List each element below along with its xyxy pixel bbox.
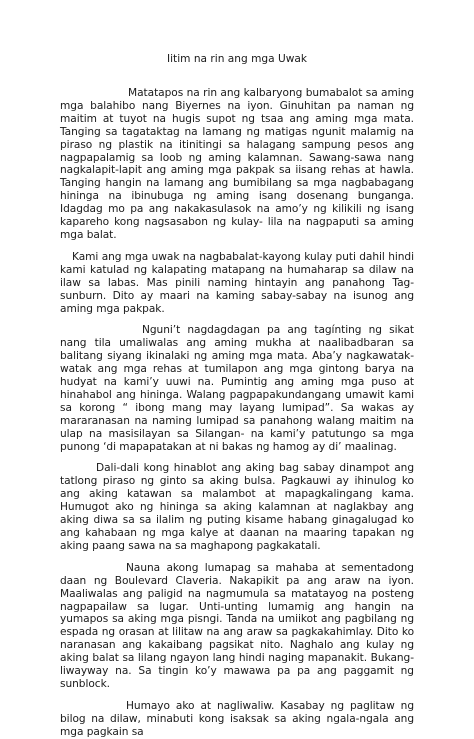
paragraph-4: Dali-dali kong hinablot ang aking bag sabay dinampot ang tatlong piraso ng ginto sa aking bulsa. Pagkauwi ay ihinulog ko ang aking katawan sa malambot at mapagkalingang kama. Humugot ako ng hininga sa aking kalamnan at naglakbay ang aking diwa sa sa ilalim ng puting kisame habang ginagalugad ko ang kahabaan ng mga kalye at daanan na maaring tapakan ng aking paang sawa na sa maghapong pagkakatali. <box>60 462 414 552</box>
paragraph-2: Kami ang mga uwak na nagbabalat-kayong kulay puti dahil hindi kami katulad ng kalapating matapang na humaharap sa dilaw na ilaw sa labas. Mas pinili naming hintayin ang panahong Tag-sunburn. Dito ay maari na kaming sabay-sabay na isunog ang aming mga pakpak. <box>60 250 414 315</box>
document-title: Iitim na rin ang mga Uwak <box>166 53 308 65</box>
paragraph-5: Nauna akong lumapag sa mahaba at sementadong daan ng Boulevard Claveria. Nakapikit pa ang araw na iyon. Maaliwalas ang paligid na nagmumula sa matatayog na posteng nagpapailaw sa lugar. Unti-unting lumamig ang hangin na yumapos sa aking mga pisngi. Tanda na umiikot ang pagbilang ng espada ng orasan at lilitaw na ang araw sa pagkakahimlay. Dito ko naranasan ang kakaibang pagsikat nito. Naghalo ang kulay ng aking balat sa lilang ngayon lang hindi naging mapanakit. Bukang-liwayway na. Sa tingin ko’y mawawa pa pa ang paggamit ng sunblock. <box>60 561 414 690</box>
paragraph-1: Matatapos na rin ang kalbaryong bumabalot sa aming mga balahibo nang Biyernes na iyon. Ginuhitan pa naman ng maitim at tuyot na hugis supot ng tsaa ang aming mga mata. Tanging sa tagataktag na lamang ng matigas ngunit malamig na piraso ng plastik na itinitingi sa halagang sampung pesos ang nagpapalamig sa loob ng aming kalamnan. Sawang-sawa nang nagkalapit-lapit ang aming mga pakpak sa iisang rehas at hawla. Tanging hangin na lamang ang bumibilang sa mga nagbabagang hininga na ibinubuga ng aming isang dosenang bunganga. Idagdag mo pa ang nakakasulasok na amo’y ng kilikili ng isang kapareho kong nagsasabon ng kulay- lila na nagpaputi sa aming mga balat. <box>60 87 414 241</box>
paragraph-6: Humayo ako at nagliwaliw. Kasabay ng paglitaw ng bilog na dilaw, minabuti kong isaksak sa aking ngala-ngala ang mga pagkain sa <box>60 699 414 738</box>
paragraph-3: Nguni’t nagdagdagan pa ang tagínting ng sikat nang tila umaliwalas ang aming mukha at naalibadbaran sa balitang siyang ikinalaki ng aming mga mata. Aba’y nagkawatak-watak ang mga rehas at tumilapon ang mga gintong barya na hudyat na kami’y uuwi na. Pumintig ang aming mga puso at hinahabol ang hininga. Walang pagpapakundangang umawit kami sa korong “ ibong mang may layang lumipad”. Sa wakas ay mararanasan na naming lumipad sa panahong walang maitim na ulap na masisilayan sa Silangan- na kami’y patutungo sa mga punong ‘di mapapatakan at ni bakas ng hamog ay di’ maalinag. <box>60 324 414 453</box>
